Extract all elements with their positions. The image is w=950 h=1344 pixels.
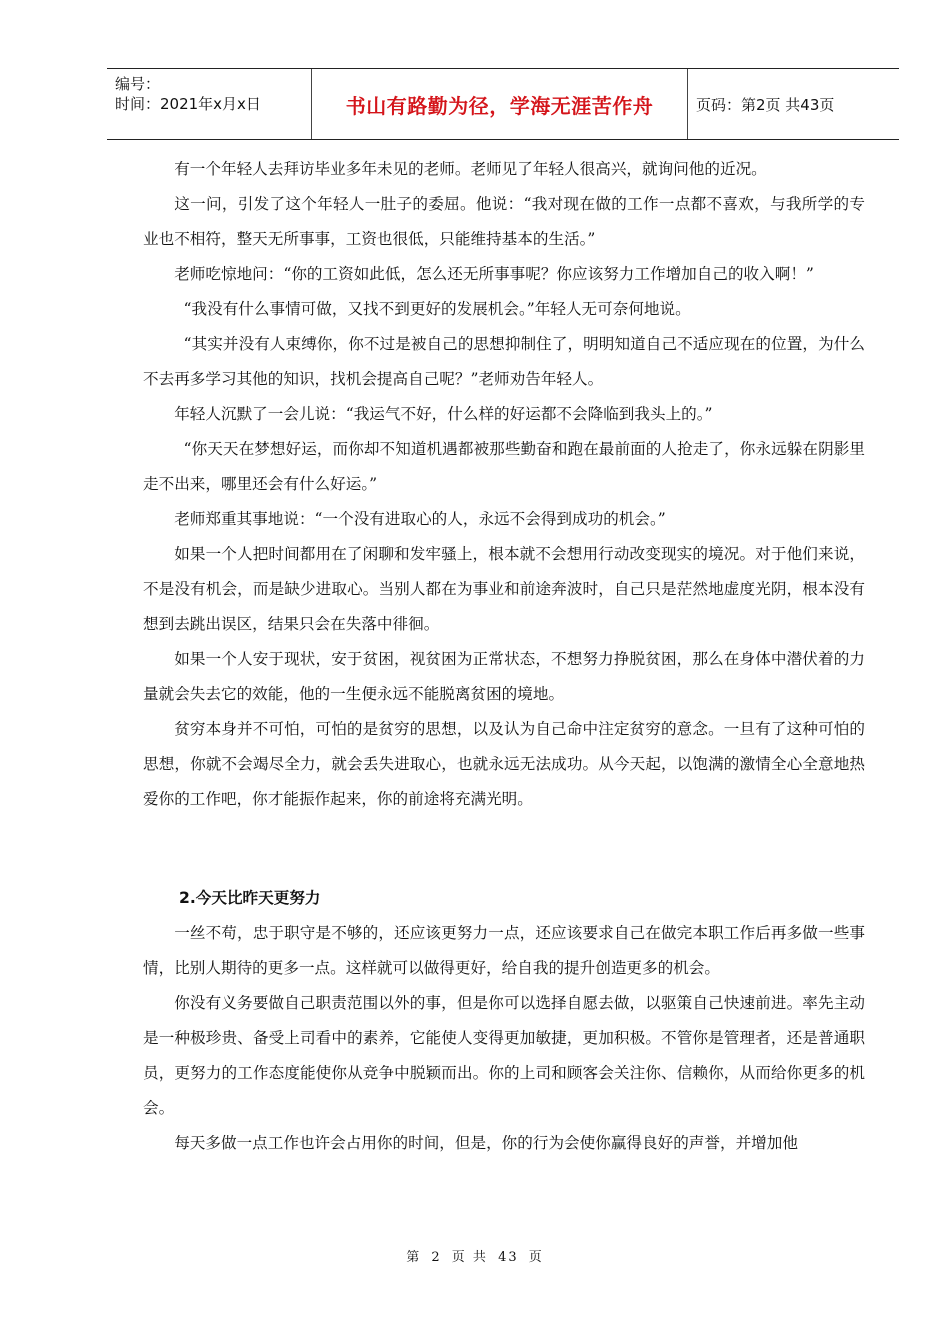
paragraph: 如果一个人安于现状，安于贫困，视贫困为正常状态，不想努力挣脱贫困，那么在身体中潜伏着的力量就会失去它的效能，他的一生便永远不能脱离贫困的境地。	[143, 650, 865, 703]
footer-prefix: 第	[406, 1250, 422, 1265]
paragraph: “你天天在梦想好运，而你却不知道机遇都被那些勤奋和跑在最前面的人抢走了，你永远躲在阴影里走不出来，哪里还会有什么好运。”	[143, 440, 865, 493]
footer-page-number: 2	[431, 1250, 442, 1265]
section-title: 2.今天比昨天更努力	[179, 889, 321, 907]
paragraph: 老师吃惊地问：“你的工资如此低，怎么还无所事事呢？你应该努力工作增加自己的收入啊！”	[174, 265, 814, 283]
document-header	[107, 68, 899, 140]
header-page-code: 页码：第2页 共43页	[696, 95, 835, 114]
number-label: 编号：	[115, 75, 161, 93]
paragraph: 贫穷本身并不可怕，可怕的是贫穷的思想，以及认为自己命中注定贫穷的意念。一旦有了这种可怕的思想，你就不会竭尽全力，就会丢失进取心，也就永远无法成功。从今天起，以饱满的激情全心全意地热爱你的工作吧，你才能振作起来，你的前途将充满光明。	[143, 720, 865, 808]
document-body	[143, 152, 865, 1161]
footer-suffix: 页	[528, 1250, 544, 1265]
section-gap	[143, 817, 865, 881]
footer-total-pages: 43	[498, 1250, 519, 1265]
paragraph: 一丝不苟，忠于职守是不够的，还应该更努力一点，还应该要求自己在做完本职工作后再多做一些事情，比别人期待的更多一点。这样就可以做得更好，给自我的提升创造更多的机会。	[143, 924, 865, 977]
header-motto: 书山有路勤为径，学海无涯苦作舟	[312, 69, 688, 139]
paragraph: 如果一个人把时间都用在了闲聊和发牢骚上，根本就不会想用行动改变现实的境况。对于他们来说，不是没有机会，而是缺少进取心。当别人都在为事业和前途奔波时，自己只是茫然地虚度光阴，根本没有想到去跳出误区，结果只会在失落中徘徊。	[143, 545, 865, 633]
time-label: 时间：2021年x月x日	[115, 95, 261, 113]
paragraph: 有一个年轻人去拜访毕业多年未见的老师。老师见了年轻人很高兴，就询问他的近况。	[174, 160, 767, 178]
header-info-cell	[107, 69, 312, 139]
paragraph: “我没有什么事情可做，又找不到更好的发展机会。”年轻人无可奈何地说。	[183, 300, 691, 318]
paragraph: 每天多做一点工作也许会占用你的时间，但是，你的行为会使你赢得良好的声誉，并增加他	[174, 1134, 798, 1152]
page-footer	[0, 1246, 950, 1265]
paragraph: 这一问，引发了这个年轻人一肚子的委屈。他说：“我对现在做的工作一点都不喜欢，与我所学的专业也不相符，整天无所事事，工资也很低，只能维持基本的生活。”	[143, 195, 865, 248]
paragraph: 老师郑重其事地说：“一个没有进取心的人，永远不会得到成功的机会。”	[174, 510, 666, 528]
paragraph: 年轻人沉默了一会儿说：“我运气不好，什么样的好运都不会降临到我头上的。”	[174, 405, 713, 423]
paragraph: 你没有义务要做自己职责范围以外的事，但是你可以选择自愿去做，以驱策自己快速前进。率先主动是一种极珍贵、备受上司看中的素养，它能使人变得更加敏捷，更加积极。不管你是管理者，还是普通职员，更努力的工作态度能使你从竞争中脱颖而出。你的上司和顾客会关注你、信赖你，从而给你更多的机会。	[143, 994, 865, 1117]
footer-mid: 页 共	[451, 1250, 488, 1265]
paragraph: “其实并没有人束缚你，你不过是被自己的思想抑制住了，明明知道自己不适应现在的位置，为什么不去再多学习其他的知识，找机会提高自己呢？”老师劝告年轻人。	[143, 335, 865, 388]
